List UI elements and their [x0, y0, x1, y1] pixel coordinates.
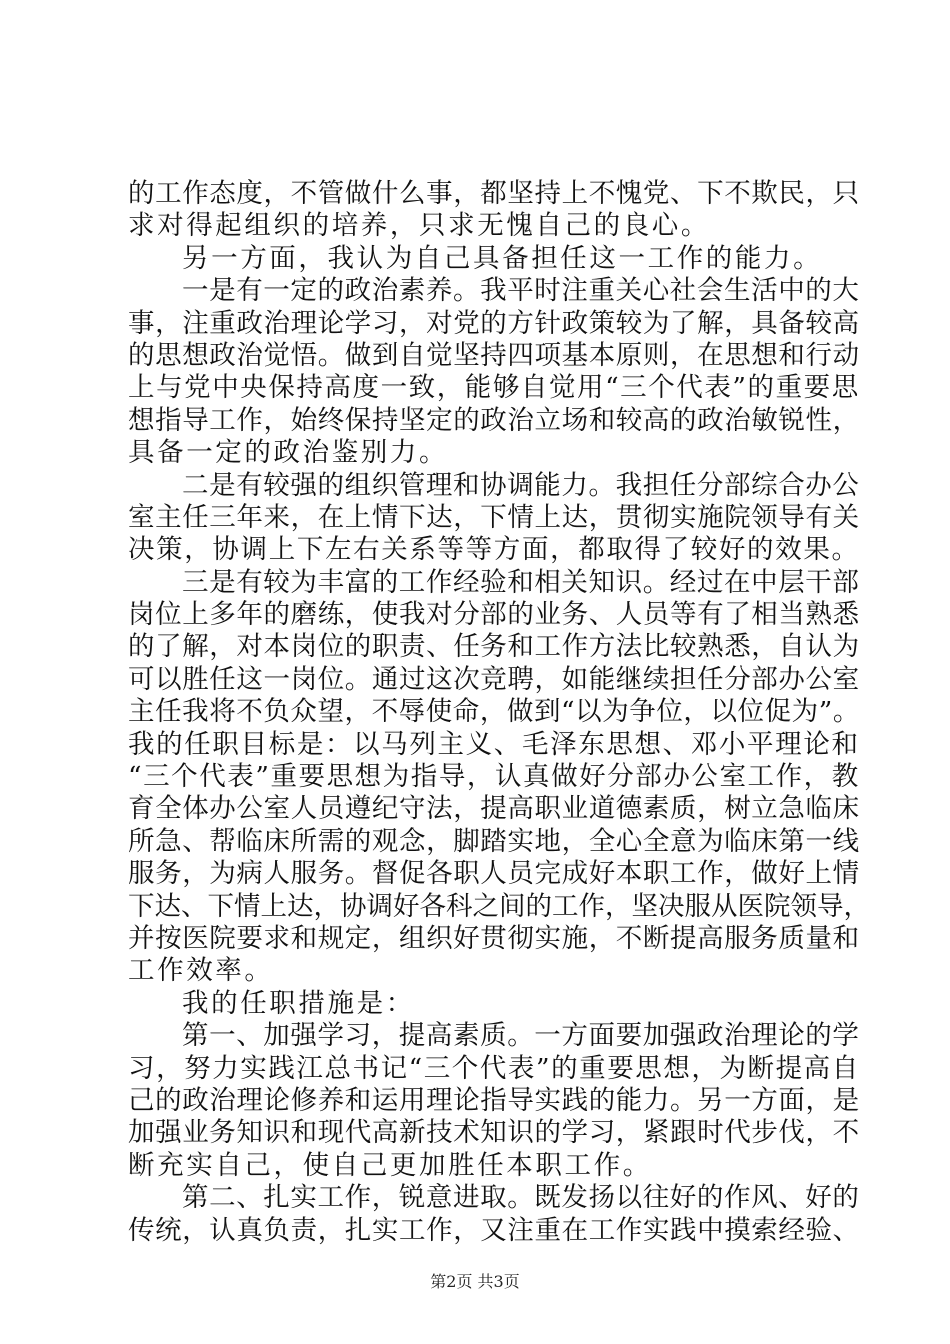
text-line: 三是有较为丰富的工作经验和相关知识。经过在中层干部 — [182, 566, 860, 598]
text-line: 的了解，对本岗位的职责、任务和工作方法比较熟悉，自认为 — [128, 631, 860, 663]
document-body — [128, 178, 870, 1247]
text-line: 求对得起组织的培养，只求无愧自己的良心。 — [128, 210, 710, 242]
text-line: 具备一定的政治鉴别力。 — [128, 437, 449, 469]
text-line: 主任我将不负众望，不辱使命，做到“以为争位，以位促为”。 — [128, 696, 860, 728]
text-line: 另一方面，我认为自己具备担任这一工作的能力。 — [182, 242, 823, 274]
text-line: 室主任三年来，在上情下达，下情上达，贯彻实施院领导有关 — [128, 501, 860, 533]
text-line: 我的任职措施是： — [182, 987, 415, 1019]
page-footer: 第2页 共3页 — [430, 1272, 520, 1291]
text-line: 工作效率。 — [128, 955, 274, 987]
text-line: 己的政治理论修养和运用理论指导实践的能力。另一方面，是 — [128, 1084, 860, 1116]
text-line: 习，努力实践江总书记“三个代表”的重要思想，为断提高自 — [128, 1052, 860, 1084]
text-line: “三个代表”重要思想为指导，认真做好分部办公室工作，教 — [128, 761, 860, 793]
text-line: 传统，认真负责，扎实工作，又注重在工作实践中摸索经验、 — [128, 1214, 860, 1246]
text-line: 下达、下情上达，协调好各科之间的工作，坚决服从医院领导， — [128, 890, 870, 922]
text-line: 我的任职目标是：以马列主义、毛泽东思想、邓小平理论和 — [128, 728, 860, 760]
text-line: 的工作态度，不管做什么事，都坚持上不愧党、下不欺民，只 — [128, 178, 860, 209]
text-line: 加强业务知识和现代高新技术知识的学习，紧跟时代步伐，不 — [128, 1117, 860, 1149]
text-line: 第一、加强学习，提高素质。一方面要加强政治理论的学 — [182, 1020, 860, 1052]
text-line: 第二、扎实工作，锐意进取。既发扬以往好的作风、好的 — [182, 1182, 860, 1214]
text-line: 岗位上多年的磨练，使我对分部的业务、人员等有了相当熟悉 — [128, 599, 860, 631]
text-line: 服务，为病人服务。督促各职人员完成好本职工作，做好上情 — [128, 858, 860, 890]
text-line: 想指导工作，始终保持坚定的政治立场和较高的政治敏锐性， — [128, 404, 860, 436]
text-line: 的思想政治觉悟。做到自觉坚持四项基本原则，在思想和行动 — [128, 339, 860, 371]
text-line: 事，注重政治理论学习，对党的方针政策较为了解，具备较高 — [128, 307, 860, 339]
text-line: 并按医院要求和规定，组织好贯彻实施，不断提高服务质量和 — [128, 922, 860, 954]
text-line: 可以胜任这一岗位。通过这次竞聘，如能继续担任分部办公室 — [128, 663, 860, 695]
text-line: 断充实自己，使自己更加胜任本职工作。 — [128, 1149, 652, 1181]
text-line: 育全体办公室人员遵纪守法，提高职业道德素质，树立急临床 — [128, 793, 860, 825]
text-line: 二是有较强的组织管理和协调能力。我担任分部综合办公 — [182, 469, 860, 501]
text-line: 一是有一定的政治素养。我平时注重关心社会生活中的大 — [182, 275, 860, 307]
text-line: 决策，协调上下左右关系等等方面，都取得了较好的效果。 — [128, 534, 860, 566]
text-line: 上与党中央保持高度一致，能够自觉用“三个代表”的重要思 — [128, 372, 860, 404]
text-line: 所急、帮临床所需的观念，脚踏实地，全心全意为临床第一线 — [128, 825, 860, 857]
